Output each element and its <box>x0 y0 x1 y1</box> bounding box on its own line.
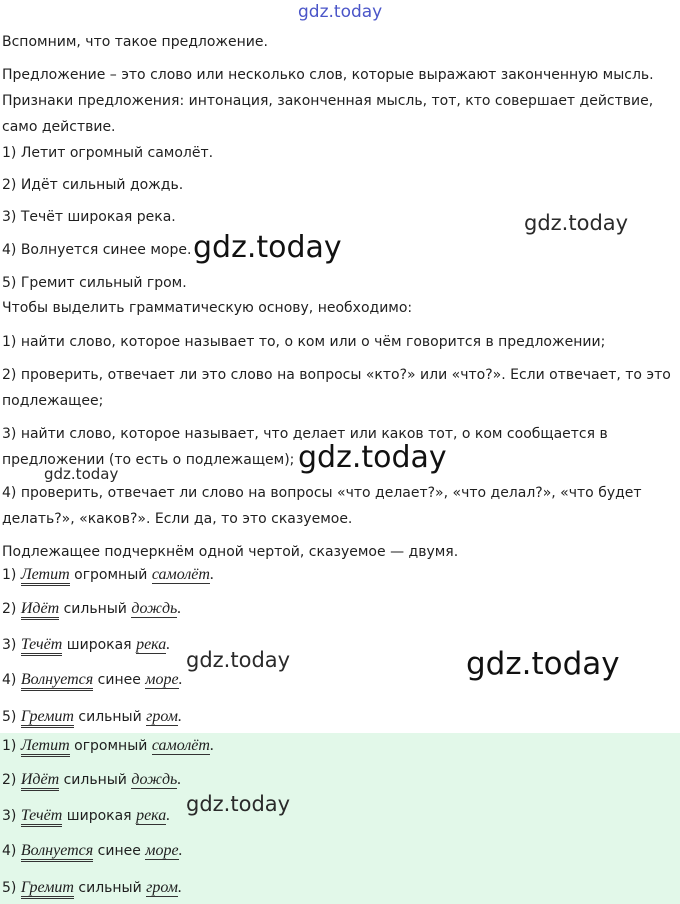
watermark: gdz.today <box>466 646 620 682</box>
sentence-period: . <box>178 879 183 896</box>
step-3-line1: 3) найти слово, которое называет, что делает или каков тот, о ком сообщается в <box>2 426 608 442</box>
example-2: 2) Идёт сильный дождь. <box>2 177 184 193</box>
features-text-line1: Признаки предложения: интонация, законченная мысль, тот, кто совершает действие, <box>2 93 654 109</box>
parsed-sentence <box>2 600 181 618</box>
underline-rule: Подлежащее подчеркнём одной чертой, сказуемое — двумя. <box>2 544 459 560</box>
sentence-word: сильный <box>63 601 127 617</box>
sentence-period: . <box>210 737 215 754</box>
parsed-sentence <box>2 737 214 755</box>
predicate: Гремит <box>21 708 74 728</box>
sentence-word: широкая <box>66 637 132 653</box>
sentence-word: огромный <box>74 567 148 583</box>
sentence-word: синее <box>97 843 141 859</box>
parsed-sentence <box>2 807 170 825</box>
step-4-line2: делать?», «каков?». Если да, то это сказуемое. <box>2 511 353 527</box>
predicate: Волнуется <box>21 842 93 862</box>
subject: море <box>145 842 179 859</box>
example-5: 5) Гремит сильный гром. <box>2 275 187 291</box>
subject: гром <box>146 879 179 896</box>
parsed-sentence <box>2 771 181 789</box>
example-4: 4) Волнуется синее море. <box>2 242 192 258</box>
sentence-period: . <box>210 566 215 583</box>
subject: дождь <box>131 600 178 617</box>
sentence-number: 4) <box>2 843 17 859</box>
sentence-period: . <box>177 600 182 617</box>
sentence-word: синее <box>97 672 141 688</box>
sentence-word: огромный <box>74 738 148 754</box>
subject: море <box>145 671 179 688</box>
step-3-line2: предложении (то есть о подлежащем); <box>2 452 295 468</box>
sentence-number: 1) <box>2 567 17 583</box>
sentence-word: сильный <box>63 772 127 788</box>
parsed-sentence <box>2 671 183 689</box>
subject: река <box>136 636 167 653</box>
sentence-period: . <box>166 807 171 824</box>
step-2-line1: 2) проверить, отвечает ли это слово на вопросы «кто?» или «что?». Если отвечает, то это <box>2 367 671 383</box>
watermark: gdz.today <box>44 465 119 483</box>
predicate: Идёт <box>21 771 59 791</box>
steps-intro: Чтобы выделить грамматическую основу, необходимо: <box>2 300 413 316</box>
predicate: Летит <box>21 737 70 757</box>
sentence-period: . <box>177 771 182 788</box>
sentence-number: 2) <box>2 601 17 617</box>
predicate: Идёт <box>21 600 59 620</box>
sentence-word: широкая <box>66 808 132 824</box>
sentence-number: 3) <box>2 637 17 653</box>
predicate: Течёт <box>21 636 63 656</box>
sentence-number: 5) <box>2 709 17 725</box>
sentence-period: . <box>178 842 183 859</box>
definition-text: Предложение – это слово или несколько слов, которые выражают законченную мысль. <box>2 67 654 83</box>
watermark-top: gdz.today <box>298 2 383 22</box>
sentence-period: . <box>166 636 171 653</box>
subject: гром <box>146 708 179 725</box>
sentence-number: 4) <box>2 672 17 688</box>
sentence-number: 2) <box>2 772 17 788</box>
intro-text: Вспомним, что такое предложение. <box>2 34 268 50</box>
step-1: 1) найти слово, которое называет то, о ком или о чём говорится в предложении; <box>2 334 606 350</box>
parsed-sentence <box>2 708 182 726</box>
predicate: Волнуется <box>21 671 93 691</box>
watermark: gdz.today <box>298 440 447 475</box>
example-1: 1) Летит огромный самолёт. <box>2 145 214 161</box>
watermark: gdz.today <box>524 211 629 235</box>
subject: дождь <box>131 771 178 788</box>
subject: река <box>136 807 167 824</box>
predicate: Течёт <box>21 807 63 827</box>
subject: самолёт <box>151 737 211 754</box>
sentence-period: . <box>178 671 183 688</box>
parsed-sentence <box>2 636 170 654</box>
sentence-word: сильный <box>78 709 142 725</box>
parsed-sentence <box>2 842 183 860</box>
step-2-line2: подлежащее; <box>2 393 104 409</box>
watermark: gdz.today <box>186 648 291 672</box>
parsed-sentence <box>2 879 182 897</box>
example-3: 3) Течёт широкая река. <box>2 209 176 225</box>
sentence-number: 3) <box>2 808 17 824</box>
watermark: gdz.today <box>193 230 342 265</box>
sentence-number: 1) <box>2 738 17 754</box>
watermark: gdz.today <box>186 792 291 816</box>
features-text-line2: само действие. <box>2 119 116 135</box>
sentence-number: 5) <box>2 880 17 896</box>
sentence-word: сильный <box>78 880 142 896</box>
predicate: Гремит <box>21 879 74 899</box>
sentence-period: . <box>178 708 183 725</box>
step-4-line1: 4) проверить, отвечает ли слово на вопросы «что делает?», «что делал?», «что будет <box>2 485 642 501</box>
predicate: Летит <box>21 566 70 586</box>
parsed-sentence <box>2 566 214 584</box>
subject: самолёт <box>151 566 211 583</box>
